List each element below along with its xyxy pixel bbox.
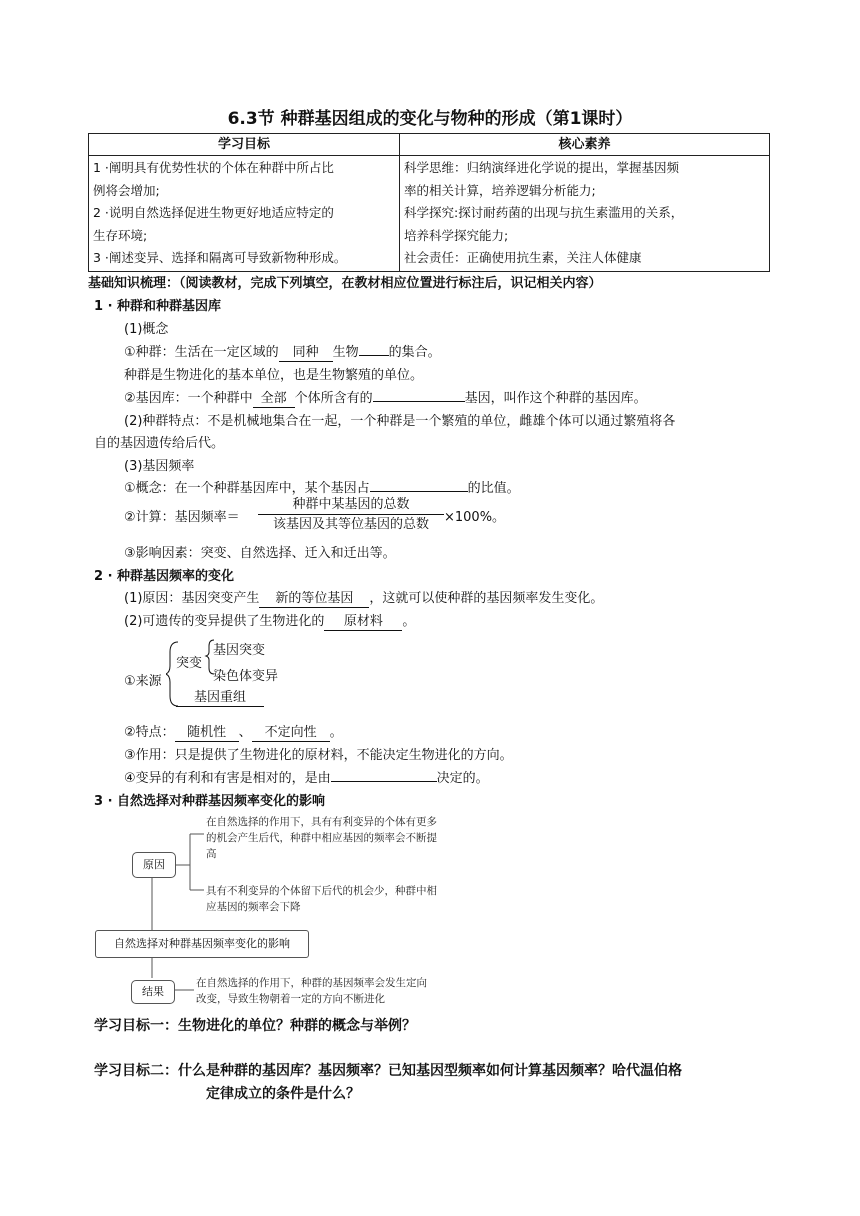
literacy-line: 社会责任：正确使用抗生素，关注人体健康 <box>404 250 642 265</box>
blank-randomness[interactable]: 随机性 <box>175 725 239 742</box>
gene-frequency-label: (3)基因频率 <box>124 459 195 474</box>
population-feature-line1: (2)种群特点：不是机械地集合在一起，一个种群是一个繁殖的单位，雌雄个体可以通过繁殖将各 <box>124 414 676 429</box>
population-unit: 种群是生物进化的基本单位，也是生物繁殖的单位。 <box>124 368 424 383</box>
learning-goal-2-line2: 定律成立的条件是什么？ <box>206 1086 360 1102</box>
gene-frequency-concept: ①概念：在一个种群基因库中，某个基因占 的比值。 <box>124 481 520 496</box>
literacy-line: 率的相关计算，培养逻辑分析能力; <box>404 182 596 198</box>
blank-all-genes[interactable] <box>373 401 465 402</box>
goal-line: 生存环境; <box>93 227 148 243</box>
fraction-denominator: 该基因及其等位基因的总数 <box>258 514 444 535</box>
result-text: 在自然选择的作用下，种群的基因频率会发生定向改变，导致生物朝着一定的方向不断进化 <box>196 977 427 1005</box>
population-definition: ①种群：生活在一定区域的 同种 生物 的集合。 <box>124 345 441 360</box>
calc-suffix: ×100%。 <box>444 510 506 525</box>
blank-all-individuals[interactable] <box>359 355 389 356</box>
blank-raw-material[interactable]: 原材料 <box>324 614 402 631</box>
col-header-literacy: 核心素养 <box>400 134 770 156</box>
gene-pool-definition: ②基因库：一个种群中 全部 个体所含有的 基因，叫作这个种群的基因库。 <box>124 391 647 406</box>
cause-box: 原因 <box>132 852 176 878</box>
section-3-heading: 3 · 自然选择对种群基因频率变化的影响 <box>94 794 326 809</box>
basics-header: 基础知识梳理：（阅读教材，完成下列填空，在教材相应位置进行标注后，识记相关内容） <box>88 276 602 291</box>
blank-environment[interactable] <box>331 781 437 782</box>
blank-all[interactable]: 全部 <box>253 391 295 408</box>
literacy-cell <box>400 156 770 272</box>
literacy-line: 科学思维：归纳演绎进化学说的提出，掌握基因频 <box>404 160 680 175</box>
population-feature-line2: 自的基因遗传给后代。 <box>94 436 225 451</box>
mutation-label: 突变 <box>176 656 203 671</box>
source-label: ①来源 <box>124 674 162 689</box>
gene-mutation-label: 基因突变 <box>213 643 266 658</box>
main-box: 自然选择对种群基因频率变化的影响 <box>95 930 309 958</box>
goals-table <box>88 133 770 272</box>
favorable-variation-text: 在自然选择的作用下，具有有利变异的个体有更多的机会产生后代，种群中相应基因的频率会不断提高 <box>206 816 437 860</box>
section-2-heading: 2 · 种群基因频率的变化 <box>94 569 235 584</box>
blank-same-species[interactable]: 同种 <box>279 345 333 362</box>
unfavorable-variation-text: 具有不利变异的个体留下后代的机会少，种群中相应基因的频率会下降 <box>206 885 437 913</box>
literacy-line: 科学探究:探讨耐药菌的出现与抗生素滥用的关系， <box>404 205 684 220</box>
page-title: 6.3节 种群基因组成的变化与物种的形成（第1课时） <box>227 109 633 129</box>
learning-goal-2-line1: 学习目标二：什么是种群的基因库？基因频率？已知基因型频率如何计算基因频率？哈代温伯格 <box>94 1063 682 1079</box>
influencing-factors: ③影响因素：突变、自然选择、迁入和迁出等。 <box>124 546 396 561</box>
recombination-label: 基因重组 <box>176 690 264 707</box>
blank-new-alleles[interactable]: 新的等位基因 <box>259 591 369 608</box>
fraction-numerator: 种群中某基因的总数 <box>292 497 410 512</box>
concept-label: (1)概念 <box>124 322 169 337</box>
chromosome-variation-label: 染色体变异 <box>213 669 279 684</box>
col-header-goals: 学习目标 <box>89 134 400 156</box>
goal-line: 例将会增加; <box>93 182 160 198</box>
calc-prefix: ②计算：基因频率＝ <box>124 510 240 525</box>
gene-frequency-fraction <box>258 496 444 535</box>
blank-all-alleles[interactable] <box>370 491 468 492</box>
literacy-line: 培养科学探究能力; <box>404 227 509 243</box>
result-box: 结果 <box>131 980 175 1004</box>
blank-non-directional[interactable]: 不定向性 <box>252 725 330 742</box>
goal-line: 1 ·阐明具有优势性状的个体在种群中所占比 <box>93 160 334 175</box>
goal-line: 3 ·阐述变异、选择和隔离可导致新物种形成。 <box>93 250 347 265</box>
section-1-heading: 1 · 种群和种群基因库 <box>94 299 222 314</box>
variation-relative: ④变异的有利和有害是相对的，是由 决定的。 <box>124 771 489 786</box>
variation-traits: ②特点： 随机性 、 不定向性 。 <box>124 725 343 740</box>
learning-goal-1: 学习目标一：生物进化的单位？种群的概念与举例？ <box>94 1018 416 1034</box>
goal-line: 2 ·说明自然选择促进生物更好地适应特定的 <box>93 205 334 220</box>
variation-role: ③作用：只是提供了生物进化的原材料，不能决定生物进化的方向。 <box>124 748 513 763</box>
goals-cell <box>89 156 400 272</box>
variation-cause: (1)原因：基因突变产生 新的等位基因 ，这就可以使种群的基因频率发生变化。 <box>124 591 604 606</box>
raw-material: (2)可遗传的变异提供了生物进化的 原材料 。 <box>124 614 416 629</box>
